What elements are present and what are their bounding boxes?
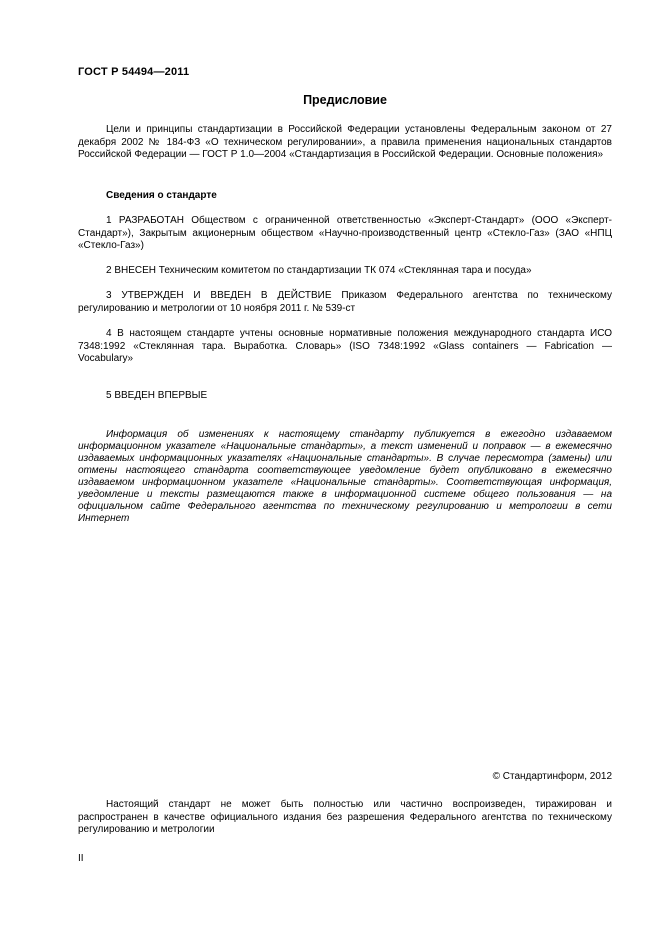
standard-info-item-approved: 3 УТВЕРЖДЕН И ВВЕДЕН В ДЕЙСТВИЕ Приказом Федерального агентства по техническому регулированию и метрологии от 10 ноября 2011 г. № 539-ст — [78, 290, 612, 314]
page-title: Предисловие — [303, 93, 387, 107]
reproduction-restriction-note: Настоящий стандарт не может быть полностью или частично воспроизведен, тиражирован и распространен в качестве официального издания без разрешения Федерального агентства по техническому регулированию и метрологии — [78, 799, 612, 835]
standard-info-item-first-introduced: 5 ВВЕДЕН ВПЕРВЫЕ — [106, 390, 208, 401]
amendments-publication-note: Информация об изменениях к настоящему стандарту публикуется в ежегодно издаваемом информационном указателе «Национальные стандарты», а текст изменений и поправок — в ежемесячно издаваемых информационных указателях «Национальные стандарты». В случае пересмотра (замены) или отмены настоящего стандарта соответствующее уведомление будет опубликовано в ежемесячно издаваемом информационном указателе «Национальные стандарты». Соответствующая информация, уведомление и тексты размещаются также в информационной системе общего пользования — на официальном сайте Федерального агентства по техническому регулированию и метрологии в сети Интернет — [78, 429, 612, 524]
standard-info-item-submitted: 2 ВНЕСЕН Техническим комитетом по стандартизации ТК 074 «Стеклянная тара и посуда» — [106, 265, 532, 276]
intro-paragraph: Цели и принципы стандартизации в Российской Федерации установлены Федеральным законом от 27 декабря 2002 № 184-ФЗ «О техническом регулировании», а правила применения национальных стандартов Российской Федерации — ГОСТ Р 1.0—2004 «Стандартизация в Российской Федерации. Основные положения» — [78, 124, 612, 160]
standard-code: ГОСТ Р 54494—2011 — [78, 66, 190, 78]
standard-info-item-iso-reference: 4 В настоящем стандарте учтены основные нормативные положения международного стандарта ИСО 7348:1992 «Стеклянная тара. Выработка. Словарь» (ISO 7348:1992 «Glass containers — Fabrication — Vocabulary» — [78, 328, 612, 364]
page-number: II — [78, 853, 84, 864]
copyright-line: © Стандартинформ, 2012 — [492, 771, 612, 782]
standard-info-item-developed: 1 РАЗРАБОТАН Обществом с ограниченной ответственностью «Эксперт-Стандарт» (ООО «Эксперт-Стандарт»), Закрытым акционерным обществом «Научно-производственный центр «Стекло-Газ» (ЗАО «НПЦ «Стекло-Газ») — [78, 215, 612, 251]
section-heading: Сведения о стандарте — [106, 190, 217, 201]
